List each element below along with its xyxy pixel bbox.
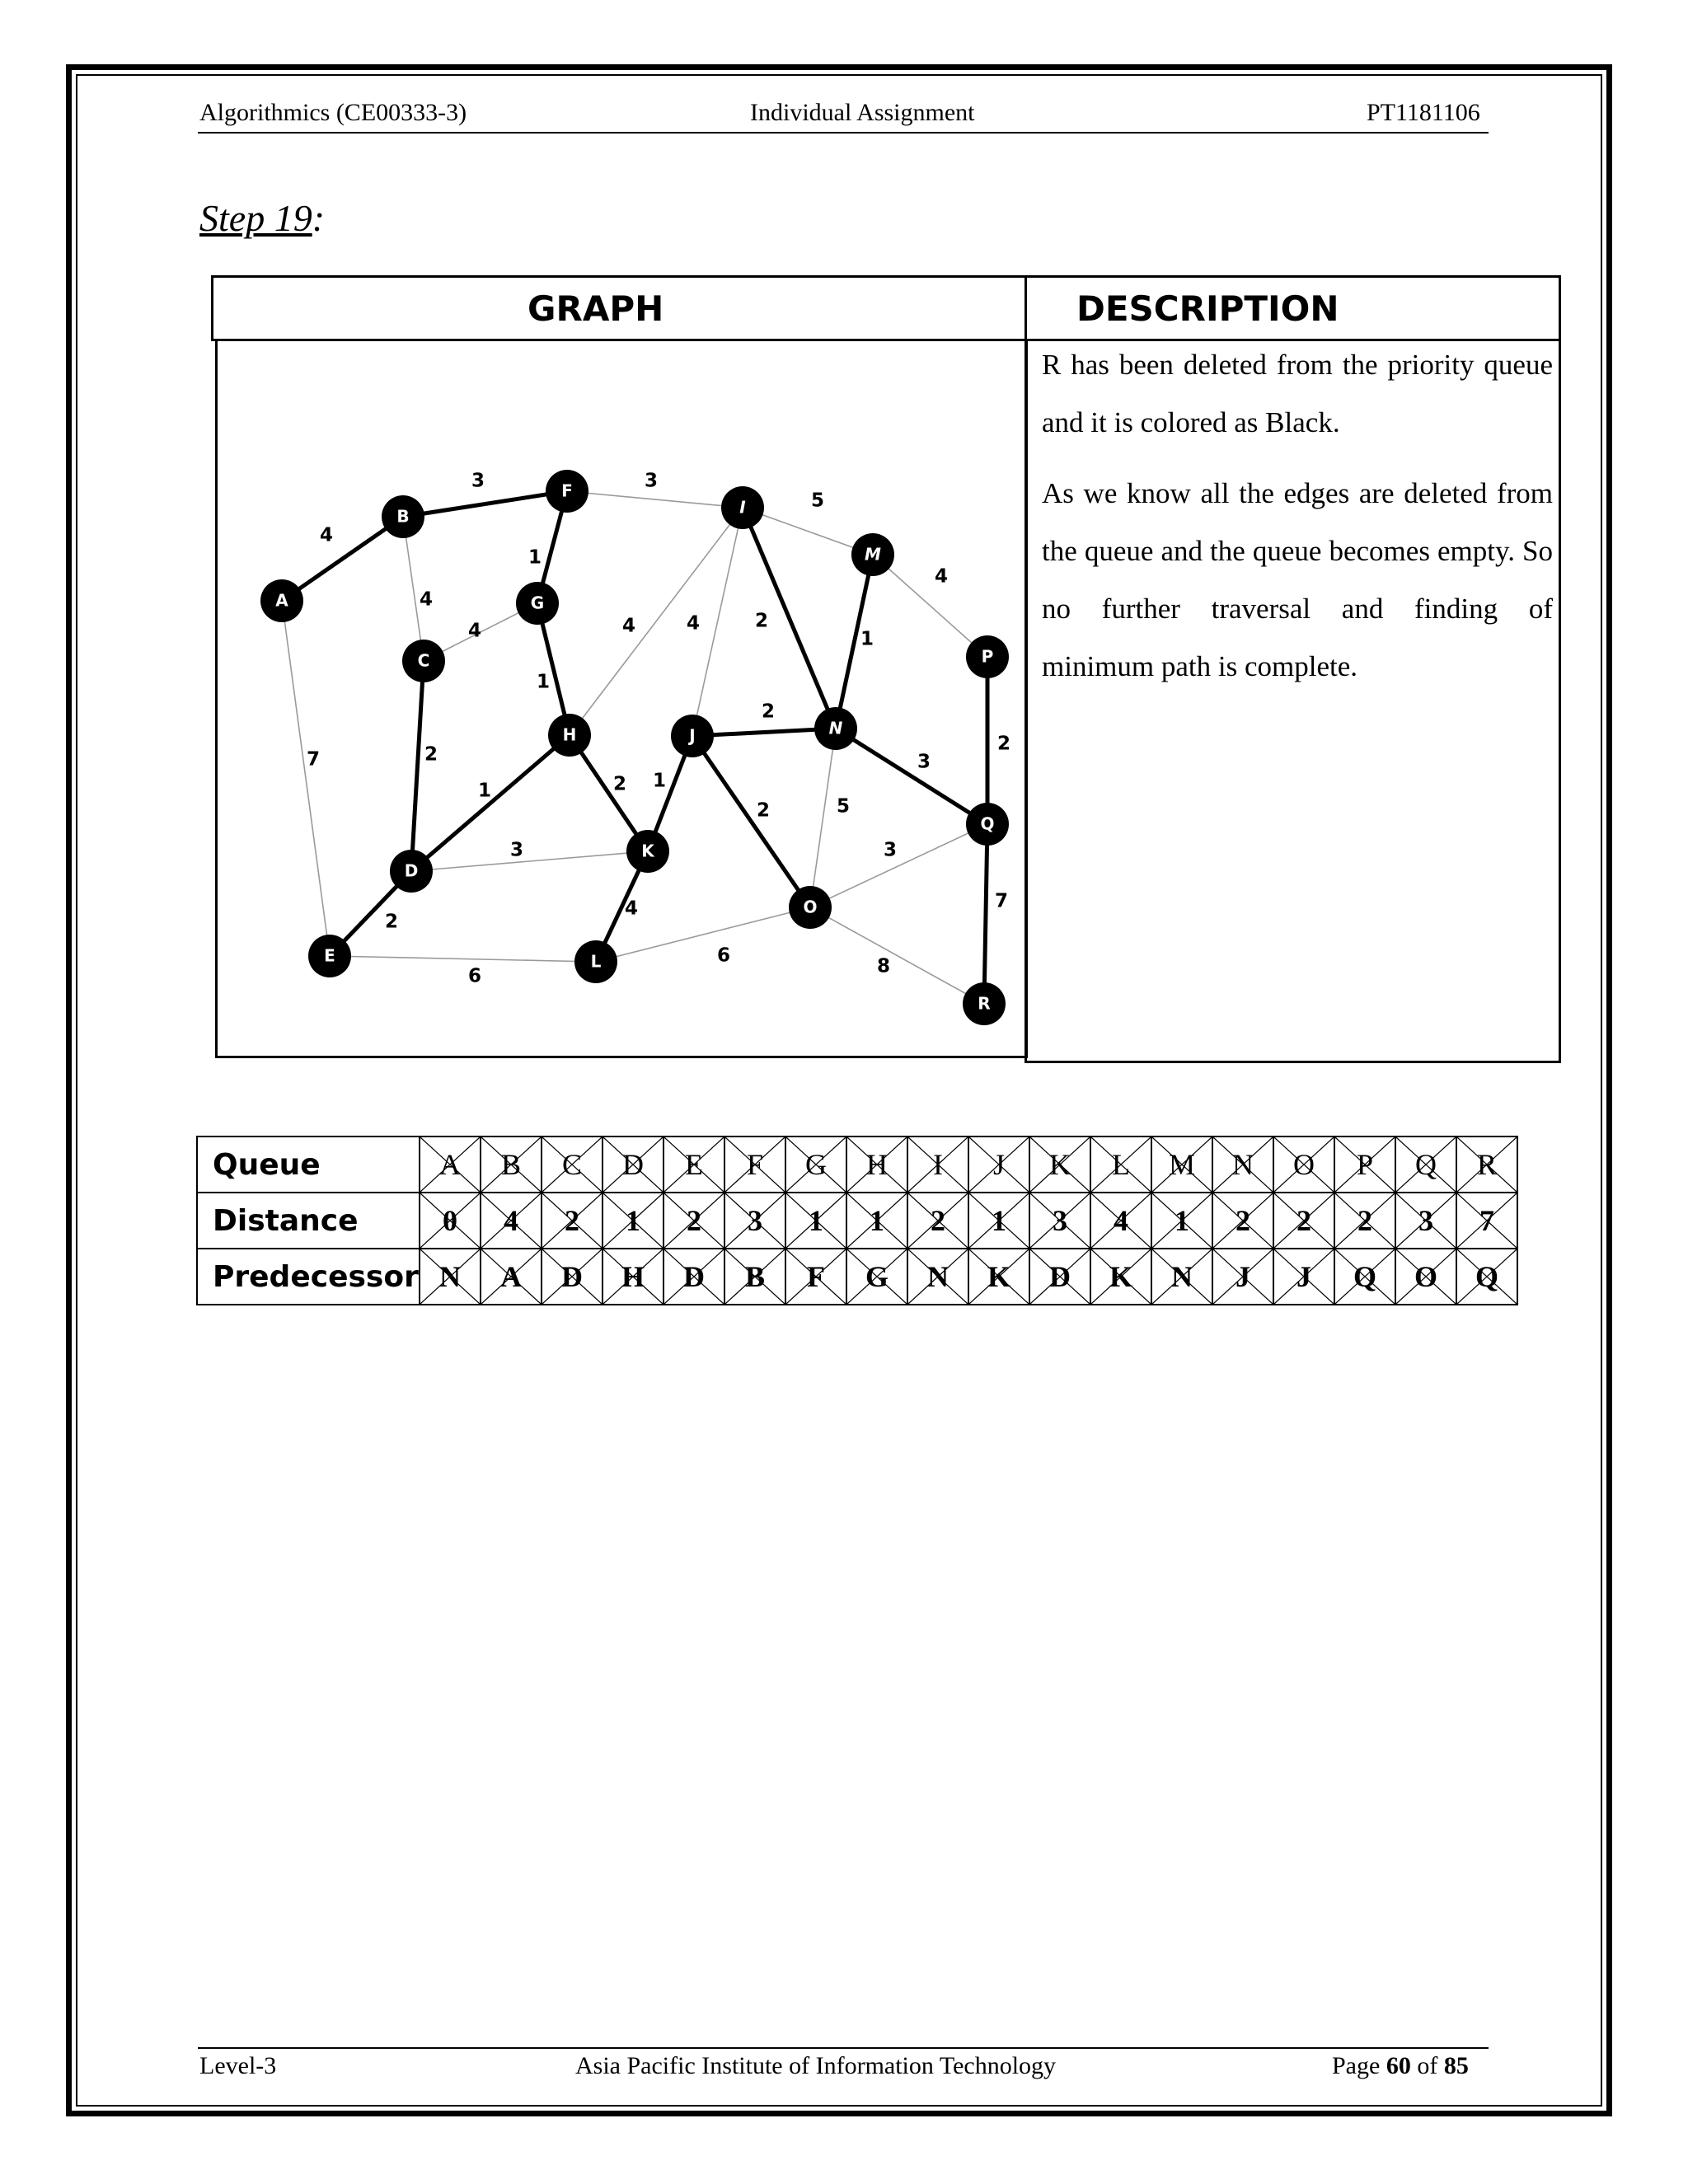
edge-D-K: [411, 851, 648, 871]
edge-F-I: [567, 491, 743, 508]
predecessor-cell-I: [907, 1249, 968, 1305]
predecessor-value-N: J: [1236, 1260, 1250, 1293]
queue-cell-D: [603, 1137, 663, 1193]
distance-cell-C: [542, 1193, 603, 1249]
queue-value-Q: Q: [1415, 1148, 1437, 1181]
queue-cell-P: [1334, 1137, 1395, 1193]
distance-cell-P: [1334, 1193, 1395, 1249]
predecessor-value-F: B: [744, 1260, 765, 1293]
queue-cell-L: [1090, 1137, 1151, 1193]
node-label-N: N: [828, 718, 843, 738]
table-row-distance: [197, 1193, 1517, 1249]
node-label-O: O: [803, 897, 818, 917]
node-label-G: G: [530, 593, 545, 613]
predecessor-value-K: D: [1049, 1260, 1071, 1293]
predecessor-cell-N: [1212, 1249, 1273, 1305]
edge-weight-A-B: 4: [319, 524, 334, 546]
edge-Q-R: [984, 824, 987, 1004]
table-row-predecessor: [197, 1249, 1517, 1305]
distance-cell-Q: [1395, 1193, 1456, 1249]
distance-value-C: 2: [565, 1204, 579, 1237]
distance-cell-A: [420, 1193, 481, 1249]
edge-weight-O-Q: 3: [883, 839, 898, 861]
queue-value-K: K: [1049, 1148, 1071, 1181]
node-A: [260, 579, 303, 622]
queue-cell-K: [1029, 1137, 1090, 1193]
edge-B-F: [403, 491, 567, 517]
edge-O-R: [810, 907, 984, 1004]
edge-A-B: [282, 517, 403, 601]
distance-value-B: 4: [504, 1204, 518, 1237]
node-M: [851, 533, 894, 576]
predecessor-value-E: D: [683, 1260, 705, 1293]
node-label-C: C: [417, 650, 430, 671]
distance-cell-J: [968, 1193, 1029, 1249]
predecessor-value-D: H: [621, 1260, 645, 1293]
edge-C-D: [411, 661, 424, 871]
queue-value-B: B: [500, 1148, 521, 1181]
edge-weight-I-M: 5: [810, 490, 825, 512]
distance-cell-H: [846, 1193, 907, 1249]
queue-value-C: C: [561, 1148, 582, 1181]
node-H: [548, 714, 591, 757]
edge-weight-B-C: 4: [419, 588, 434, 611]
distance-value-O: 2: [1296, 1204, 1311, 1237]
edge-weight-N-Q: 3: [917, 751, 931, 773]
queue-value-P: P: [1356, 1148, 1374, 1181]
predecessor-cell-L: [1090, 1249, 1151, 1305]
predecessor-value-B: A: [500, 1260, 522, 1293]
predecessor-cell-O: [1273, 1249, 1334, 1305]
header-id: PT1181106: [1367, 99, 1480, 126]
queue-cell-M: [1151, 1137, 1212, 1193]
footer-page: [1332, 2052, 1469, 2080]
distance-value-R: 7: [1479, 1204, 1494, 1237]
edge-weight-H-D: 1: [477, 780, 492, 802]
queue-cell-E: [663, 1137, 724, 1193]
node-label-M: M: [865, 544, 881, 565]
distance-value-H: 1: [870, 1204, 884, 1237]
edge-weight-M-N: 1: [860, 628, 874, 650]
predecessor-cell-G: [785, 1249, 846, 1305]
queue-value-D: D: [622, 1148, 644, 1181]
distance-value-J: 1: [992, 1204, 1006, 1237]
predecessor-cell-E: [663, 1249, 724, 1305]
page-total: 85: [1443, 2052, 1469, 2079]
edge-weight-D-K: 3: [509, 839, 524, 861]
queue-cell-G: [785, 1137, 846, 1193]
distance-cell-G: [785, 1193, 846, 1249]
queue-cell-R: [1456, 1137, 1517, 1193]
edge-E-L: [330, 956, 596, 962]
distance-value-P: 2: [1357, 1204, 1372, 1237]
distance-value-K: 3: [1053, 1204, 1067, 1237]
edge-weight-I-N: 2: [754, 610, 769, 632]
description-paragraph-1: R has been deleted from the priority queue and it is colored as Black.: [1042, 349, 1553, 438]
edge-weight-F-G: 1: [528, 546, 542, 569]
distance-cell-O: [1273, 1193, 1334, 1249]
distance-cell-B: [481, 1193, 542, 1249]
node-I: [721, 486, 764, 529]
distance-value-A: 0: [443, 1204, 457, 1237]
distance-cell-L: [1090, 1193, 1151, 1249]
edge-J-N: [692, 729, 836, 736]
edge-weight-G-H: 1: [536, 671, 551, 693]
header-title: Individual Assignment: [750, 99, 975, 126]
row-label-queue: Queue: [197, 1137, 420, 1193]
queue-value-R: R: [1476, 1148, 1497, 1181]
node-C: [402, 640, 445, 682]
row-label-distance: Distance: [197, 1193, 420, 1249]
node-label-H: H: [562, 724, 577, 745]
predecessor-value-R: Q: [1475, 1260, 1498, 1293]
edge-weight-I-J: 4: [686, 612, 701, 635]
distance-cell-N: [1212, 1193, 1273, 1249]
predecessor-value-J: K: [987, 1260, 1010, 1293]
node-label-R: R: [978, 993, 991, 1014]
predecessor-cell-Q: [1395, 1249, 1456, 1305]
queue-value-H: H: [866, 1148, 888, 1181]
distance-value-Q: 3: [1418, 1204, 1433, 1237]
predecessor-cell-B: [481, 1249, 542, 1305]
queue-table: [196, 1136, 1518, 1305]
queue-cell-F: [724, 1137, 785, 1193]
queue-value-J: J: [992, 1148, 1005, 1181]
node-G: [516, 582, 559, 625]
row-label-predecessor: Predecessor: [197, 1249, 420, 1305]
distance-cell-K: [1029, 1193, 1090, 1249]
edge-I-J: [692, 508, 743, 736]
edge-weight-J-K: 1: [652, 770, 667, 792]
distance-value-I: 2: [931, 1204, 945, 1237]
node-label-L: L: [590, 951, 602, 972]
queue-cell-H: [846, 1137, 907, 1193]
predecessor-value-L: K: [1109, 1260, 1132, 1293]
edge-weight-A-E: 7: [306, 748, 321, 771]
node-N: [814, 707, 857, 750]
edge-weight-K-L: 4: [624, 898, 639, 920]
queue-value-I: I: [933, 1148, 943, 1181]
edge-weight-F-I: 3: [644, 470, 659, 492]
predecessor-cell-M: [1151, 1249, 1212, 1305]
header-rule: [198, 132, 1489, 134]
queue-value-A: A: [439, 1148, 461, 1181]
predecessor-cell-R: [1456, 1249, 1517, 1305]
distance-cell-D: [603, 1193, 663, 1249]
distance-cell-I: [907, 1193, 968, 1249]
predecessor-cell-A: [420, 1249, 481, 1305]
node-F: [546, 470, 588, 513]
predecessor-cell-K: [1029, 1249, 1090, 1305]
edge-weight-J-O: 2: [756, 799, 771, 822]
edge-weight-H-K: 2: [612, 773, 627, 795]
distance-value-D: 1: [626, 1204, 640, 1237]
predecessor-cell-F: [724, 1249, 785, 1305]
edge-weight-M-P: 4: [934, 565, 949, 588]
predecessor-cell-P: [1334, 1249, 1395, 1305]
edge-J-O: [692, 736, 810, 907]
predecessor-value-O: J: [1296, 1260, 1311, 1293]
distance-value-N: 2: [1236, 1204, 1250, 1237]
dijkstra-graph: [218, 342, 1025, 1055]
distance-cell-F: [724, 1193, 785, 1249]
description-paragraph-2: As we know all the edges are deleted from the queue and the queue becomes empty. So no further traversal and finding of minimum path is complete.: [1042, 477, 1553, 682]
node-label-P: P: [981, 646, 994, 667]
queue-value-N: N: [1232, 1148, 1254, 1181]
queue-value-E: E: [685, 1148, 703, 1181]
predecessor-cell-J: [968, 1249, 1029, 1305]
edge-weight-D-E: 2: [384, 911, 399, 933]
node-label-I: I: [739, 497, 746, 518]
edge-weight-Q-R: 7: [994, 890, 1009, 912]
edge-I-H: [570, 508, 743, 735]
node-E: [308, 935, 351, 977]
queue-cell-N: [1212, 1137, 1273, 1193]
node-L: [574, 940, 617, 983]
edge-weight-B-F: 3: [471, 470, 485, 492]
distance-value-E: 2: [687, 1204, 701, 1237]
edge-weight-I-H: 4: [621, 615, 636, 637]
footer-rule: [198, 2047, 1489, 2049]
edge-O-Q: [810, 824, 987, 907]
node-label-K: K: [641, 841, 654, 861]
distance-value-F: 3: [748, 1204, 762, 1237]
step-heading: [199, 196, 325, 240]
description-header: DESCRIPTION: [1076, 288, 1339, 329]
predecessor-value-M: N: [1171, 1260, 1193, 1293]
graph-header: GRAPH: [528, 288, 664, 329]
page-prefix: Page: [1332, 2052, 1386, 2079]
predecessor-value-I: N: [927, 1260, 949, 1293]
node-label-F: F: [561, 480, 573, 501]
predecessor-value-C: D: [561, 1260, 583, 1293]
edge-weight-C-G: 4: [467, 620, 482, 642]
distance-value-L: 4: [1114, 1204, 1128, 1237]
node-K: [626, 830, 669, 873]
queue-value-O: O: [1293, 1148, 1315, 1181]
node-label-D: D: [404, 860, 419, 881]
distance-value-M: 1: [1175, 1204, 1189, 1237]
node-J: [671, 715, 714, 757]
node-B: [382, 495, 424, 538]
node-P: [966, 635, 1009, 678]
node-label-A: A: [275, 590, 288, 611]
page-of: of: [1410, 2052, 1444, 2079]
predecessor-value-A: N: [439, 1260, 461, 1293]
table-row-queue: [197, 1137, 1517, 1193]
footer-level: Level-3: [199, 2052, 277, 2079]
header-course: Algorithmics (CE00333-3): [199, 99, 467, 126]
edge-N-O: [810, 729, 836, 907]
edge-weight-J-N: 2: [761, 701, 776, 723]
edge-weight-O-R: 8: [876, 955, 891, 977]
queue-cell-J: [968, 1137, 1029, 1193]
edge-weight-P-Q: 2: [996, 733, 1011, 755]
step-suffix: :: [312, 197, 326, 239]
node-Q: [966, 803, 1009, 846]
footer-institute: Asia Pacific Institute of Information Technology: [575, 2052, 1057, 2079]
queue-cell-I: [907, 1137, 968, 1193]
predecessor-cell-H: [846, 1249, 907, 1305]
node-label-Q: Q: [980, 813, 995, 834]
description-text: [1042, 336, 1553, 709]
node-D: [390, 850, 433, 893]
edge-weight-E-L: 6: [467, 965, 482, 987]
edge-weight-C-D: 2: [424, 743, 438, 766]
edge-N-Q: [836, 729, 987, 824]
node-R: [963, 982, 1006, 1025]
distance-cell-E: [663, 1193, 724, 1249]
queue-cell-A: [420, 1137, 481, 1193]
edge-weight-L-O: 6: [716, 944, 731, 967]
distance-value-G: 1: [809, 1204, 823, 1237]
step-title: Step 19: [199, 197, 312, 239]
queue-cell-Q: [1395, 1137, 1456, 1193]
predecessor-cell-C: [542, 1249, 603, 1305]
predecessor-value-H: G: [865, 1260, 889, 1293]
queue-value-G: G: [805, 1148, 827, 1181]
predecessor-value-P: Q: [1353, 1260, 1376, 1293]
queue-cell-C: [542, 1137, 603, 1193]
edge-weight-N-O: 5: [836, 795, 851, 818]
predecessor-value-G: F: [807, 1260, 825, 1293]
node-O: [789, 886, 832, 929]
edge-A-E: [282, 601, 330, 956]
predecessor-value-Q: O: [1414, 1260, 1437, 1293]
edge-M-P: [873, 555, 987, 657]
page-number: 60: [1386, 2052, 1411, 2079]
queue-value-F: F: [746, 1148, 764, 1181]
node-label-E: E: [324, 945, 335, 966]
queue-value-L: L: [1112, 1148, 1130, 1181]
predecessor-cell-D: [603, 1249, 663, 1305]
queue-value-M: M: [1168, 1148, 1195, 1181]
queue-cell-O: [1273, 1137, 1334, 1193]
node-label-J: J: [689, 725, 696, 746]
queue-cell-B: [481, 1137, 542, 1193]
distance-cell-M: [1151, 1193, 1212, 1249]
distance-cell-R: [1456, 1193, 1517, 1249]
node-label-B: B: [396, 506, 410, 527]
